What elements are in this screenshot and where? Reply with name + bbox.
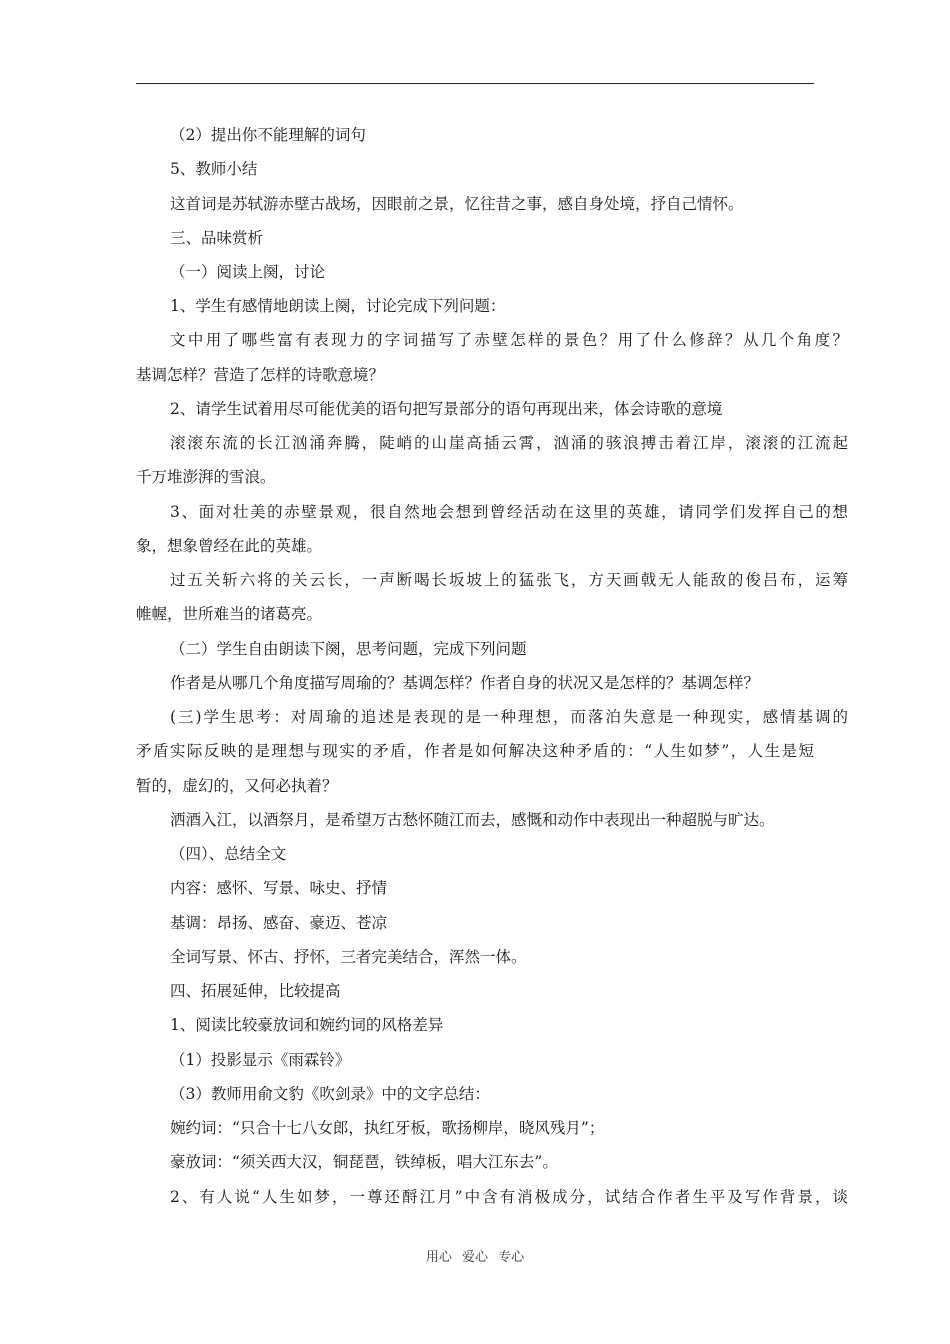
text-line: 滚滚东流的长江汹涌奔腾，陡峭的山崖高插云霄，汹涌的骇浪搏击着江岸，滚滚的江流起 [170, 434, 848, 452]
text-line: 帷幄，世所难当的诸葛亮。 [136, 605, 323, 623]
section-heading: 四、拓展延伸，比较提高 [170, 982, 341, 1000]
text-line: 婉约词：“只合十七八女郎，执红牙板，歌扬柳岸，晓风残月”； [170, 1119, 605, 1137]
text-line: 千万堆澎湃的雪浪。 [136, 468, 276, 486]
text-line: 文中用了哪些富有表现力的字词描写了赤壁怎样的景色？用了什么修辞？从几个角度？ [170, 331, 848, 349]
text-line: 内容：感怀、写景、咏史、抒情 [170, 879, 388, 897]
text-line: 全词写景、怀古、抒怀，三者完美结合，浑然一体。 [170, 948, 527, 966]
subsection-heading: （二）学生自由朗读下阕，思考问题，完成下列问题 [170, 640, 527, 658]
subsection-heading: （四）、总结全文 [170, 845, 287, 863]
subsection-heading: （一）阅读上阕，讨论 [170, 263, 326, 281]
page-footer: 用心 爱心 专心 [425, 1250, 525, 1265]
header-rule [136, 83, 814, 84]
text-line: 2、请学生试着用尽可能优美的语句把写景部分的语句再现出来，体会诗歌的意境 [170, 400, 723, 418]
text-line: 2、有人说“人生如梦，一尊还酹江月”中含有消极成分，试结合作者生平及写作背景，谈 [170, 1188, 848, 1206]
text-line: 1、阅读比较豪放词和婉约词的风格差异 [170, 1016, 444, 1034]
text-line: 基调怎样？营造了怎样的诗歌意境？ [136, 366, 385, 384]
text-line: 暂的，虚幻的，又何必执着？ [136, 777, 338, 795]
text-line: （1）投影显示《雨霖铃》 [170, 1051, 351, 1069]
text-line: （2）提出你不能理解的词句 [170, 126, 366, 144]
text-line: 3、面对壮美的赤壁景观，很自然地会想到曾经活动在这里的英雄，请同学们发挥自己的想 [170, 503, 848, 521]
text-line: （3）教师用俞文豹《吹剑录》中的文字总结： [170, 1085, 490, 1103]
text-line: 作者是从哪几个角度描写周瑜的？基调怎样？作者自身的状况又是怎样的？基调怎样？ [170, 674, 760, 692]
text-line: 这首词是苏轼游赤壁古战场，因眼前之景，忆往昔之事，感自身处境，抒自己情怀。 [170, 195, 744, 213]
text-line: 过五关斩六将的关云长，一声断喝长坂坡上的猛张飞，方天画戟无人能敌的俊吕布，运筹 [170, 571, 848, 589]
section-heading: 三、品味赏析 [170, 229, 264, 247]
text-line: 5、教师小结 [170, 160, 258, 178]
text-line: (三)学生思考：对周瑜的追述是表现的是一种理想，而落泊失意是一种现实，感情基调的 [170, 708, 848, 726]
text-line: 洒酒入江，以酒祭月，是希望万古愁怀随江而去，感慨和动作中表现出一种超脱与旷达。 [170, 811, 775, 829]
text-line: 1、学生有感情地朗读上阕，讨论完成下列问题： [170, 297, 506, 315]
text-line: 基调：昂扬、感奋、豪迈、苍凉 [170, 914, 388, 932]
text-line: 矛盾实际反映的是理想与现实的矛盾，作者是如何解决这种矛盾的：“人生如梦”，人生是短 [136, 742, 814, 760]
text-line: 豪放词：“须关西大汉，铜琵琶，铁绰板，唱大江东去”。 [170, 1153, 558, 1171]
text-line: 象，想象曾经在此的英雄。 [136, 537, 323, 555]
